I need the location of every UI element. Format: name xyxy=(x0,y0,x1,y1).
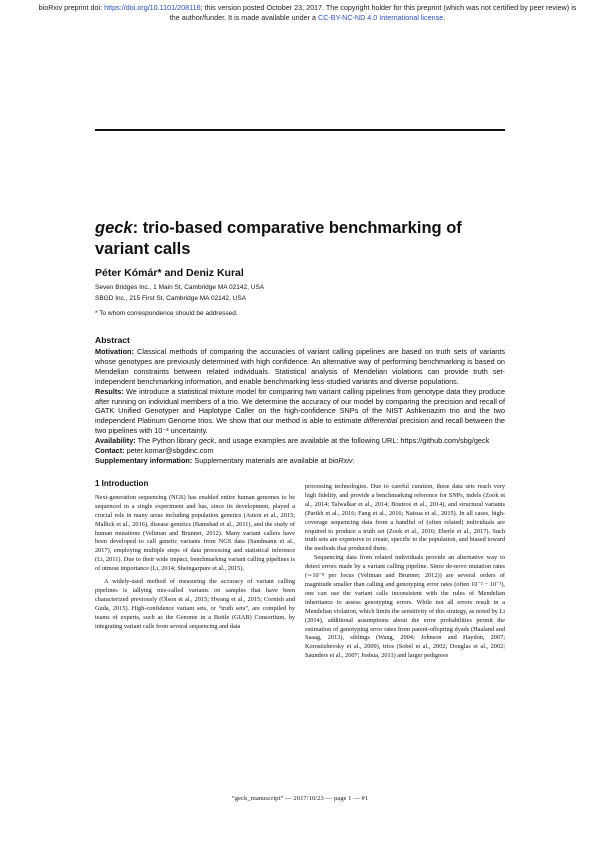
intro-paragraph-4: Sequencing data from related individuals provide an alternative way to detect errors made by a variant calling pipeline. Since de-novo mutation rates (∼10⁻⁸ per locus (Veltman and Brunner, 2012)) are several orders of magnitude smaller than calling and genotyping error rates (often 10⁻² − 10⁻³), one can use the variant calls inconsistent with the rules of Mendelian inheritance to assess genotyping errors. While not all errors result in a Mendelian violation, which limits the sensitivity of this strategy, as noted by Li (2014), additional assumptions about the error probabilities permit the estimation of genotyping error rates from parent-offspring dyads (Haaland and Saaag, 2013), siblings (Wang, 2004; Johnson and Haydon, 2007; Korostishevsky et al., 2009), trios (Sobel et al., 2002; Douglas et al., 2002; Saunders et al., 2007; Joshua, 2011) and larger pedigrees xyxy=(305,554,505,660)
banner-text: bioRxiv preprint doi: xyxy=(38,3,105,12)
introduction-heading: 1 Introduction xyxy=(95,479,149,488)
banner-line-2 xyxy=(20,13,595,23)
banner-text: ; this version posted October 23, 2017. The copyright holder for this preprint (which was not certified by peer review) is xyxy=(200,3,577,12)
right-column xyxy=(305,483,505,661)
results-text: We introduce a statistical mixture model for comparing two variant calling pipelines from genotype data they produce after running on individual members of a trio. We determine the accuracy of our model by comparing the precision and recall of GATK Unified Genotyper and Haplotype Caller on the high-confidence SNPs of the NIST Ashkenazim trio and the two independent Platinum Genome trios. We show that our method is able to estimate xyxy=(95,386,505,426)
abstract-results xyxy=(95,387,505,437)
affiliation-1: Seven Bridges Inc., 1 Main St, Cambridge MA 02142, USA xyxy=(95,284,265,291)
availability-text: The Python library xyxy=(135,436,199,446)
preprint-banner xyxy=(20,3,595,23)
title-tool-name: geck xyxy=(95,219,133,237)
results-emphasis: differential xyxy=(363,416,398,426)
results-text-end: precision and recall between the two pipelines with 10⁻³ uncertainty. xyxy=(95,416,505,436)
abstract-availability xyxy=(95,436,505,446)
intro-paragraph-1: Next-generation sequencing (NGS) has enabled entire human genomes to be sequenced in a single experiment and has, since its development, played a crucial role in many areas including population genetics (Auton et al., 2015; Mallick et al., 2016), disease genetics (Bamshad et al., 2011), and the study of human mutations (Veltman and Brunner, 2012). Many variant callers have been developed to call genetic variants from NGS data (Sandmann et al., 2017), employing multiple steps of data processing and statistical inference (Li, 2011). Due to their wide impact, benchmarking variant calling pipelines is of utmost importance (Li, 2014; Sheingarpure et al., 2015). xyxy=(95,493,295,573)
availability-label: Availability: xyxy=(95,436,136,446)
abstract-contact xyxy=(95,446,505,456)
results-label: Results: xyxy=(95,386,124,396)
abstract-motivation xyxy=(95,347,505,387)
abstract-heading: Abstract xyxy=(95,335,130,345)
supplementary-text: Supplementary materials are available at xyxy=(192,455,329,465)
correspondence-note: * To whom correspondence should be addressed. xyxy=(95,310,238,317)
doi-link[interactable]: https://doi.org/10.1101/208116 xyxy=(104,3,201,12)
supplementary-text-end: . xyxy=(352,455,355,465)
availability-text-end: , and usage examples are available at the following URL: https://github.com/sbg/geck xyxy=(214,436,490,446)
abstract-body xyxy=(95,347,505,466)
banner-text: . xyxy=(443,13,446,22)
license-link[interactable]: CC-BY-NC-ND 4.0 International license xyxy=(318,13,444,22)
title-line-1: : trio-based comparative benchmarking of xyxy=(132,219,462,237)
left-column xyxy=(95,480,295,632)
intro-paragraph-2: A widely-used method of measuring the accuracy of variant calling pipelines is tallying mis-called variants on samples that have been characterized previously (Olson et al., 2015; Hwang et al., 2015; Cornish and Guda, 2015). High-confidence variant sets, or “truth sets”, are compiled by teams of experts, such as the Genome in a Bottle (GIAB) Consortium, by integrating variant calls from several sequencing and data xyxy=(95,578,295,630)
contact-label: Contact: xyxy=(95,446,125,456)
header-rule xyxy=(95,129,505,131)
banner-text: the author/funder. It is made available under a xyxy=(169,13,319,22)
affiliation-2: SBGD Inc., 215 First St, Cambridge MA 02142, USA xyxy=(95,295,247,302)
motivation-text: Classical methods of comparing the accuracies of variant calling pipelines are based on truth sets of variants whose genotypes are previously determined with high confidence. An alternative way of performing benchmarking is based on Mendelian constraints between related individuals. Statistical analysis of Mendelian violations can provide truth set-independent benchmarking information, and enable benchmarking less-studied variants and diverse populations. xyxy=(95,347,505,386)
supplementary-label: Supplementary information: xyxy=(95,455,193,465)
contact-email: peter.komar@sbgdinc.com xyxy=(124,446,214,456)
intro-paragraph-3: processing technologies. Due to careful curation, these data sets reach very high fidelity, and provide a benchmarking reference for SNPs, indels (Zook et al., 2014; Talwalkar et al., 2014; Boutros et al., 2014), and structural variants (Parikh et al., 2016; Fang et al., 2016; Natsua et al., 2015). In all cases, high-coverage sequencing data from a handful of (often related) individuals are required to produce a truth set (Zook et al., 2016; Eberle et al., 2017). Such truth sets are expensive to create, specific to the population, and biased toward the methods that produced them. xyxy=(305,483,505,553)
abstract-supplementary xyxy=(95,456,505,466)
availability-emphasis: geck xyxy=(198,436,215,446)
title-line-2: variant calls xyxy=(95,240,191,258)
authors: Péter Kómár* and Deniz Kural xyxy=(95,267,244,279)
banner-line-1 xyxy=(20,3,595,13)
paper-title xyxy=(95,218,505,260)
motivation-label: Motivation: xyxy=(95,347,134,356)
supplementary-emphasis: bioRxiv xyxy=(328,455,353,465)
page-footer: “geck_manuscript” — 2017/10/23 — page 1 — #1 xyxy=(231,795,369,802)
